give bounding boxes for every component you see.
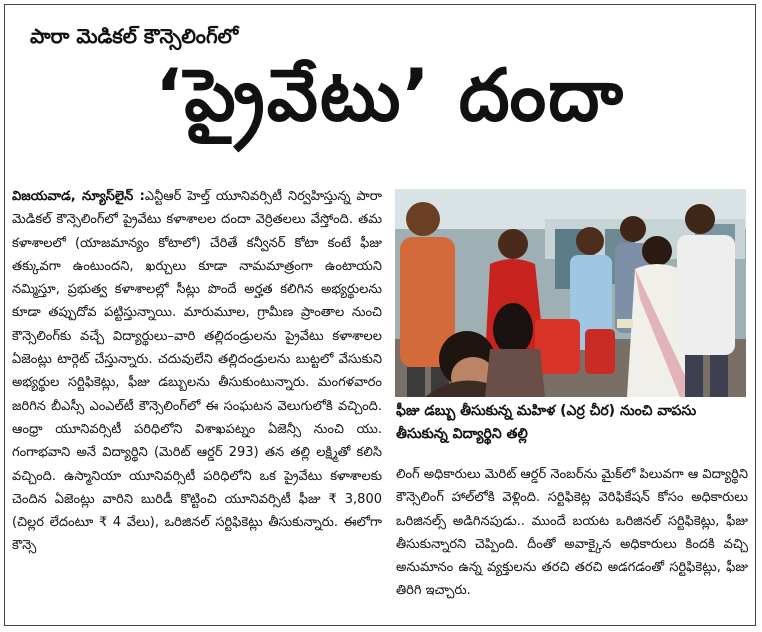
subheading: పారా మెడికల్ కౌన్సెలింగ్‌లో [30, 24, 239, 48]
dateline: విజయవాడ, న్యూస్‌లైన్ : [12, 189, 145, 204]
photo-caption: ఫీజు డబ్బు తీసుకున్న మహిళ (ఎర్ర చీర) నుంచి వాపసు తీసుకున్న విద్యార్థిని తల్లి [396, 403, 697, 442]
news-photo [395, 189, 746, 397]
headline: ‘ప్రైవేటు’ దందా [154, 53, 626, 137]
article-body-right [396, 463, 748, 613]
body-text-right: లింగ్ అధికారులు మెరిట్ ఆర్డర్ నెంబర్‌ను మైక్‌లో పిలువగా ఆ విద్యార్థిని కౌన్సెలింగ్ హాల్‌లోకి వెళ్లింది. సర్టిఫికెట్ల వెరిఫికేషన్ కోసం అధికారులు ఒరిజినల్స్ అడిగినపుడు.. ముందే బయట ఒరిజినల్ సర్టిఫికెట్లు, ఫీజు తీసుకున్నారని చెప్పింది. దీంతో అవాక్కైన అధికారులు కిందకి వచ్చి అనుమానం ఉన్న వ్యక్తులను తరచి తరచి అడగడంతో సర్టిఫికెట్లు, ఫీజు తిరిగి ఇచ్చారు. [396, 467, 748, 599]
body-text-left: ఎన్టీఆర్ హెల్త్ యూనివర్సిటీ నిర్వహిస్తున్న పారా మెడికల్ కౌన్సెలింగ్‌లో ప్రైవేటు కళాశాలల దందా వెర్రితలలు వేస్తోంది. తమ కళాశాలలో (యాజమాన్యం కోటాలో) చేరితే కన్వీనర్ కోటా కంటే ఫీజు తక్కువగా ఉంటుందని, ఖర్చులు కూడా నామమాత్రంగా ఉంటాయని నమ్మిస్తూ, ప్రభుత్వ కళాశాలల్లో సీట్లు పొందే అర్హత కలిగిన అభ్యర్థులను కూడా తప్పుదోవ పట్టిస్తున్నాయి. మారుమూల, గ్రామీణ ప్రాంతాల నుంచి కౌన్సెలింగ్‌కు వచ్చే విద్యార్థులు–వారి తల్లిదండ్రులను ప్రైవేటు కళాశాలల ఏజెంట్లు టార్గెట్ చేస్తున్నారు. చదువులేని తల్లిదండ్రులను బుట్టలో వేసుకుని అభ్యర్థుల సర్టిఫికెట్లు, ఫీజు డబ్బులను తీసుకుంటున్నారు. మంగళవారం జరిగిన బీఎస్సీ ఎంఎల్‌టీ కౌన్సెలింగ్‌లో ఈ సంఘటన వెలుగులోకి వచ్చింది. ఆంధ్రా యూనివర్సిటీ పరిధిలోని విశాఖపట్నం ఏజెన్సీ నుంచి యు. గంగాభవాని అనే విద్యార్థిని (మెరిట్ ఆర్డర్ 293) తన తల్లి లక్ష్మితో కలిసి వచ్చింది. ఉస్మానియా యూనివర్సిటీ పరిధిలోని ఒక ప్రైవేటు కళాశాలకు చెందిన ఏజెంట్లు వారిని బురిడీ కొట్టించి యూనివర్సిటీ ఫీజు ₹ 3,800 (చిల్లర లేదంటూ ₹ 4 వేలు), ఒరిజినల్ సర్టిఫికెట్లు తీసుకున్నారు. ఈలోగా కౌన్సె [12, 189, 382, 554]
article-body-left [12, 185, 382, 615]
